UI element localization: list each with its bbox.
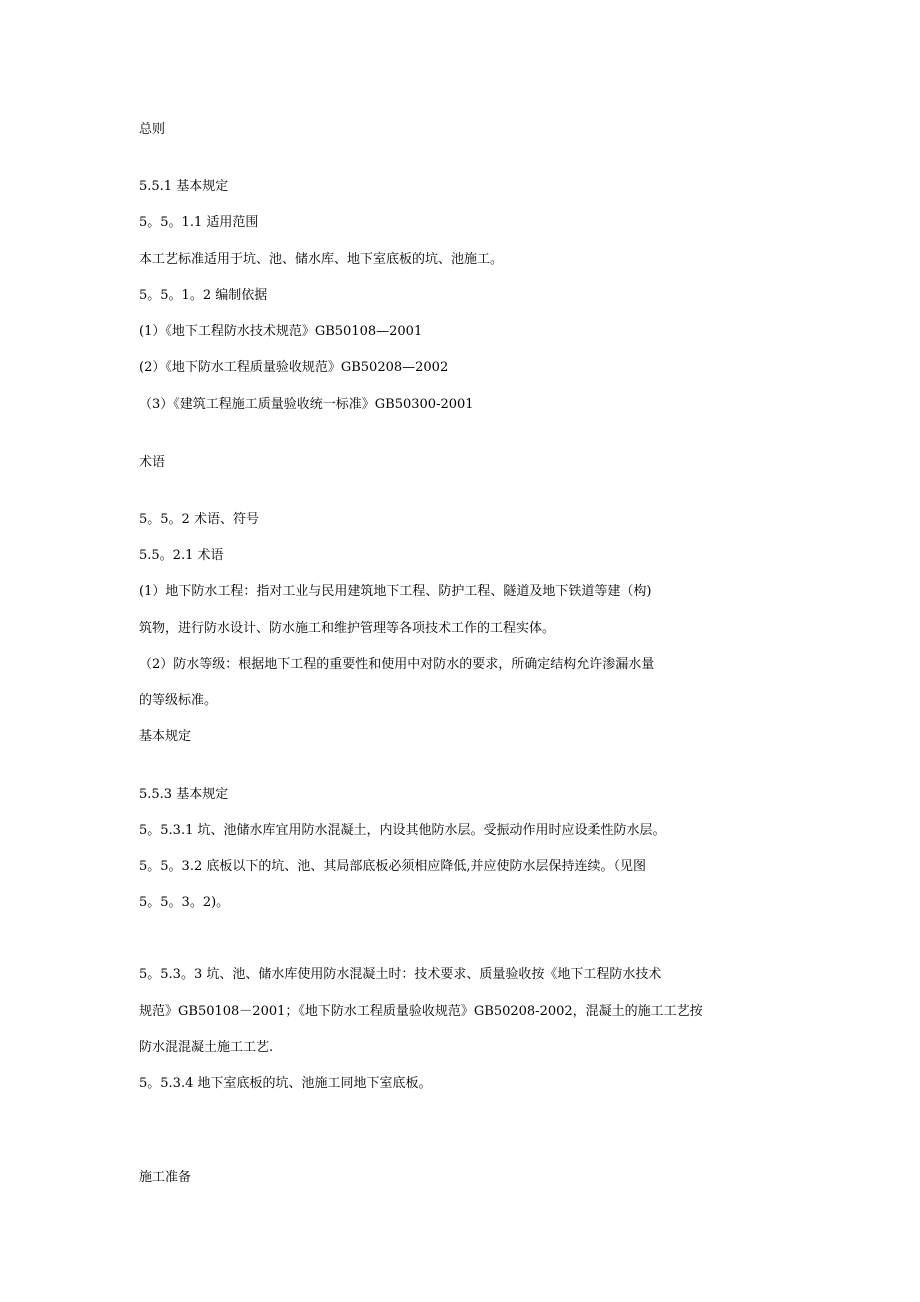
clause-heading: 5。5。1.1 适用范围 [139, 215, 259, 230]
section-heading-basic-rules: 基本规定 [139, 729, 192, 744]
section-heading-preparation: 施工准备 [139, 1170, 192, 1185]
paragraph-line: 筑物，进行防水设计、防水施工和维护管理等各项技术工作的工程实体。 [139, 621, 556, 636]
clause-heading: 5.5.3 基本规定 [139, 787, 229, 802]
paragraph-line: 5。5。3.2 底板以下的坑、池、其局部底板必须相应降低,并应使防水层保持连续。（见图 [139, 859, 646, 874]
paragraph-line: （2）防水等级：根据地下工程的重要性和使用中对防水的要求，所确定结构允许渗漏水量 [139, 657, 655, 672]
clause-heading: 5.5.1 基本规定 [139, 179, 229, 194]
clause-heading: 5。5。1。2 编制依据 [139, 288, 268, 303]
paragraph-line: 本工艺标准适用于坑、池、储水库、地下室底板的坑、池施工。 [139, 252, 504, 267]
paragraph-line: 5。5.3.1 坑、池储水库宜用防水混凝土，内设其他防水层。受振动作用时应设柔性防水层。 [139, 823, 666, 838]
section-heading-terms: 术语 [139, 455, 166, 470]
paragraph-line: (1）地下防水工程：指对工业与民用建筑地下工程、防护工程、隧道及地下铁道等建（构) [139, 584, 652, 599]
paragraph-line: 规范》GB50108－2001；《地下防水工程质量验收规范》GB50208-2002，混凝土的施工工艺按 [139, 1004, 703, 1019]
list-item: (1）《地下工程防水技术规范》GB50108—2001 [139, 324, 423, 339]
paragraph-line: 的等级标准。 [139, 693, 218, 708]
clause-heading: 5。5。2 术语、符号 [139, 512, 259, 527]
paragraph-line: 5。5。3。2)。 [139, 895, 230, 910]
paragraph-line: 防水混混凝土施工工艺. [139, 1040, 274, 1055]
paragraph-line: 5。5.3.4 地下室底板的坑、池施工同地下室底板。 [139, 1076, 432, 1091]
list-item: (2）《地下防水工程质量验收规范》GB50208—2002 [139, 360, 449, 375]
section-heading-general: 总则 [139, 122, 166, 137]
list-item: （3）《建筑工程施工质量验收统一标准》GB50300-2001 [139, 397, 474, 412]
clause-heading: 5.5。2.1 术语 [139, 548, 224, 563]
paragraph-line: 5。5.3。3 坑、池、储水库使用防水混凝土时：技术要求、质量验收按《地下工程防水技术 [139, 967, 662, 982]
